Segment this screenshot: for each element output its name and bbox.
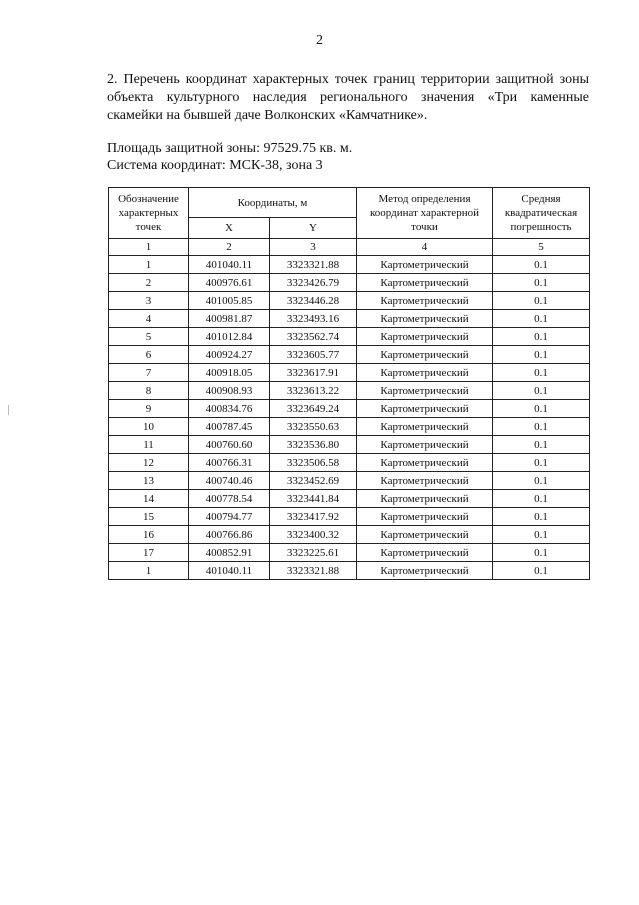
point-id-cell: 2 [109,274,189,292]
point-id-cell: 17 [109,544,189,562]
point-id-cell: 15 [109,508,189,526]
table-row [109,256,590,274]
method-cell: Картометрический [357,544,493,562]
point-id-cell: 1 [109,256,189,274]
y-coordinate-cell: 3323225.61 [270,544,357,562]
error-cell: 0.1 [493,292,590,310]
table-row [109,292,590,310]
y-coordinate-cell: 3323613.22 [270,382,357,400]
method-cell: Картометрический [357,562,493,580]
method-cell: Картометрический [357,292,493,310]
y-coordinate-cell: 3323321.88 [270,256,357,274]
table-row [109,346,590,364]
column-number: 3 [270,239,357,256]
error-cell: 0.1 [493,454,590,472]
x-coordinate-cell: 401040.11 [189,562,270,580]
y-coordinate-cell: 3323493.16 [270,310,357,328]
section-heading-line-1: 2. Перечень координат характерных точек границ территории защитной зоны [107,72,589,87]
error-cell: 0.1 [493,274,590,292]
y-coordinate-cell: 3323550.63 [270,418,357,436]
y-coordinate-cell: 3323446.28 [270,292,357,310]
table-row [109,508,590,526]
error-cell: 0.1 [493,544,590,562]
x-coordinate-cell: 400740.46 [189,472,270,490]
x-coordinate-cell: 401012.84 [189,328,270,346]
error-cell: 0.1 [493,418,590,436]
method-cell: Картометрический [357,346,493,364]
error-cell: 0.1 [493,310,590,328]
method-cell: Картометрический [357,490,493,508]
point-id-cell: 11 [109,436,189,454]
x-coordinate-cell: 400766.31 [189,454,270,472]
y-coordinate-cell: 3323536.80 [270,436,357,454]
point-id-cell: 9 [109,400,189,418]
header-x: X [189,218,270,239]
error-cell: 0.1 [493,346,590,364]
table-row [109,418,590,436]
page-number: 2 [316,33,323,48]
error-cell: 0.1 [493,328,590,346]
table-row [109,472,590,490]
table-row [109,310,590,328]
x-coordinate-cell: 400766.86 [189,526,270,544]
error-cell: 0.1 [493,508,590,526]
point-id-cell: 4 [109,310,189,328]
column-number: 4 [357,239,493,256]
table-row [109,562,590,580]
header-error: Средняя квадратическая погрешность [493,188,590,239]
point-id-cell: 16 [109,526,189,544]
point-id-cell: 7 [109,364,189,382]
y-coordinate-cell: 3323426.79 [270,274,357,292]
column-number: 5 [493,239,590,256]
table-row [109,274,590,292]
x-coordinate-cell: 400981.87 [189,310,270,328]
method-cell: Картометрический [357,382,493,400]
section-heading-line-3: скамейки на бывшей даче Волконских «Камчатнике». [107,108,428,123]
point-id-cell: 14 [109,490,189,508]
error-cell: 0.1 [493,526,590,544]
scan-speck [8,405,9,415]
header-y: Y [270,218,357,239]
column-number-row [109,239,590,256]
table-row [109,544,590,562]
error-cell: 0.1 [493,382,590,400]
y-coordinate-cell: 3323417.92 [270,508,357,526]
method-cell: Картометрический [357,454,493,472]
x-coordinate-cell: 400852.91 [189,544,270,562]
method-cell: Картометрический [357,472,493,490]
x-coordinate-cell: 400787.45 [189,418,270,436]
error-cell: 0.1 [493,400,590,418]
zone-area: Площадь защитной зоны: 97529.75 кв. м. [107,141,353,156]
method-cell: Картометрический [357,418,493,436]
header-row [109,188,590,218]
x-coordinate-cell: 400778.54 [189,490,270,508]
y-coordinate-cell: 3323441.84 [270,490,357,508]
table-row [109,364,590,382]
x-coordinate-cell: 400908.93 [189,382,270,400]
x-coordinate-cell: 401040.11 [189,256,270,274]
x-coordinate-cell: 400976.61 [189,274,270,292]
coordinates-table [108,187,590,580]
table-row [109,436,590,454]
y-coordinate-cell: 3323321.88 [270,562,357,580]
point-id-cell: 1 [109,562,189,580]
column-number: 2 [189,239,270,256]
point-id-cell: 8 [109,382,189,400]
table-row [109,400,590,418]
section-heading-line-2: объекта культурного наследия регионального значения «Три каменные [107,90,589,105]
method-cell: Картометрический [357,400,493,418]
x-coordinate-cell: 401005.85 [189,292,270,310]
header-method: Метод определения координат характерной точки [357,188,493,239]
y-coordinate-cell: 3323400.32 [270,526,357,544]
table-row [109,382,590,400]
x-coordinate-cell: 400918.05 [189,364,270,382]
error-cell: 0.1 [493,562,590,580]
x-coordinate-cell: 400924.27 [189,346,270,364]
error-cell: 0.1 [493,472,590,490]
column-number: 1 [109,239,189,256]
y-coordinate-cell: 3323562.74 [270,328,357,346]
error-cell: 0.1 [493,490,590,508]
coordinate-system: Система координат: МСК-38, зона 3 [107,158,323,173]
error-cell: 0.1 [493,364,590,382]
method-cell: Картометрический [357,436,493,454]
method-cell: Картометрический [357,364,493,382]
y-coordinate-cell: 3323605.77 [270,346,357,364]
table-row [109,454,590,472]
method-cell: Картометрический [357,328,493,346]
y-coordinate-cell: 3323617.91 [270,364,357,382]
table-row [109,526,590,544]
point-id-cell: 6 [109,346,189,364]
section-heading [107,71,589,125]
error-cell: 0.1 [493,256,590,274]
method-cell: Картометрический [357,256,493,274]
y-coordinate-cell: 3323452.69 [270,472,357,490]
point-id-cell: 12 [109,454,189,472]
point-id-cell: 10 [109,418,189,436]
x-coordinate-cell: 400834.76 [189,400,270,418]
point-id-cell: 3 [109,292,189,310]
header-point: Обозначение характерных точек [109,188,189,239]
error-cell: 0.1 [493,436,590,454]
y-coordinate-cell: 3323506.58 [270,454,357,472]
point-id-cell: 13 [109,472,189,490]
header-coordinates: Координаты, м [189,188,357,218]
table-row [109,490,590,508]
method-cell: Картометрический [357,310,493,328]
x-coordinate-cell: 400794.77 [189,508,270,526]
method-cell: Картометрический [357,508,493,526]
method-cell: Картометрический [357,526,493,544]
x-coordinate-cell: 400760.60 [189,436,270,454]
table-row [109,328,590,346]
method-cell: Картометрический [357,274,493,292]
point-id-cell: 5 [109,328,189,346]
y-coordinate-cell: 3323649.24 [270,400,357,418]
